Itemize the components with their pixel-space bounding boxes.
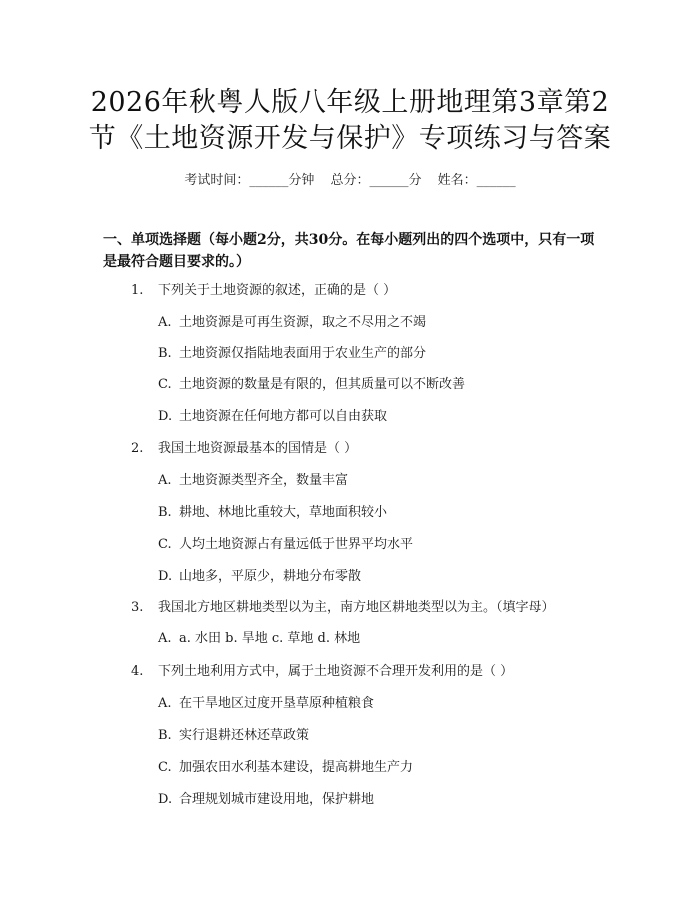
option-letter: B. <box>158 728 172 743</box>
student-name-field: 姓名：______ <box>437 173 516 188</box>
option-text: 土地资源仅指陆地表面用于农业生产的部分 <box>179 346 427 361</box>
option-letter: A. <box>158 315 172 330</box>
exam-meta <box>0 169 700 188</box>
question-number: 4. <box>131 664 144 679</box>
question-2 <box>131 440 357 458</box>
option-text: 在干旱地区过度开垦草原种植粮食 <box>179 696 375 711</box>
question-3-option-a <box>158 630 360 648</box>
option-text: a. 水田 b. 旱地 c. 草地 d. 林地 <box>179 631 361 646</box>
question-1-option-b <box>158 345 426 363</box>
question-4-option-d <box>158 791 374 809</box>
option-letter: D. <box>158 409 173 424</box>
question-2-option-d <box>158 568 361 586</box>
question-number: 1. <box>131 283 144 298</box>
document-title-line-2: 节《土地资源开发与保护》专项练习与答案 <box>88 123 612 154</box>
question-4-option-a <box>158 695 374 713</box>
option-letter: A. <box>158 631 172 646</box>
question-2-option-a <box>158 472 348 490</box>
option-text: 加强农田水利基本建设，提高耕地生产力 <box>179 760 414 775</box>
question-2-option-b <box>158 504 387 522</box>
question-text: 下列关于土地资源的叙述，正确的是（ ） <box>158 283 397 298</box>
question-text: 我国土地资源最基本的国情是（ ） <box>158 441 358 456</box>
option-letter: A. <box>158 696 172 711</box>
option-text: 实行退耕还林还草政策 <box>179 728 310 743</box>
question-1-option-a <box>158 314 426 332</box>
document-title-line-1: 2026年秋粤人版八年级上册地理第3章第2 <box>90 87 610 118</box>
question-4-option-b <box>158 727 309 745</box>
question-1-option-d <box>158 408 387 426</box>
question-1-option-c <box>158 376 465 394</box>
question-4 <box>131 663 513 681</box>
option-text: 山地多，平原少，耕地分布零散 <box>179 569 362 584</box>
question-1 <box>131 282 396 300</box>
question-4-option-c <box>158 759 413 777</box>
option-letter: C. <box>158 760 172 775</box>
option-letter: C. <box>158 377 172 392</box>
section-heading-line-2: 是最符合题目要求的。） <box>103 254 250 270</box>
question-text: 下列土地利用方式中，属于土地资源不合理开发利用的是（ ） <box>158 664 514 679</box>
option-text: 土地资源在任何地方都可以自由获取 <box>179 409 388 424</box>
option-text: 合理规划城市建设用地，保护耕地 <box>179 792 375 807</box>
option-letter: B. <box>158 505 172 520</box>
question-text: 我国北方地区耕地类型以为主，南方地区耕地类型以为主。（填字母） <box>158 600 555 615</box>
option-text: 土地资源的数量是有限的，但其质量可以不断改善 <box>179 377 466 392</box>
option-letter: D. <box>158 792 173 807</box>
option-text: 耕地、林地比重较大，草地面积较小 <box>179 505 388 520</box>
total-score-field: 总分：______分 <box>330 173 422 188</box>
exam-time-field: 考试时间：______分钟 <box>184 173 315 188</box>
option-text: 人均土地资源占有量远低于世界平均水平 <box>179 537 414 552</box>
option-letter: B. <box>158 346 172 361</box>
option-text: 土地资源类型齐全，数量丰富 <box>179 473 349 488</box>
question-3 <box>131 599 555 617</box>
option-letter: A. <box>158 473 172 488</box>
option-text: 土地资源是可再生资源，取之不尽用之不竭 <box>179 315 427 330</box>
question-number: 2. <box>131 441 144 456</box>
section-heading-line-1: 一、单项选择题（每小题2分，共30分。在每小题列出的四个选项中，只有一项 <box>103 232 595 248</box>
option-letter: D. <box>158 569 173 584</box>
question-number: 3. <box>131 600 144 615</box>
option-letter: C. <box>158 537 172 552</box>
question-2-option-c <box>158 536 413 554</box>
